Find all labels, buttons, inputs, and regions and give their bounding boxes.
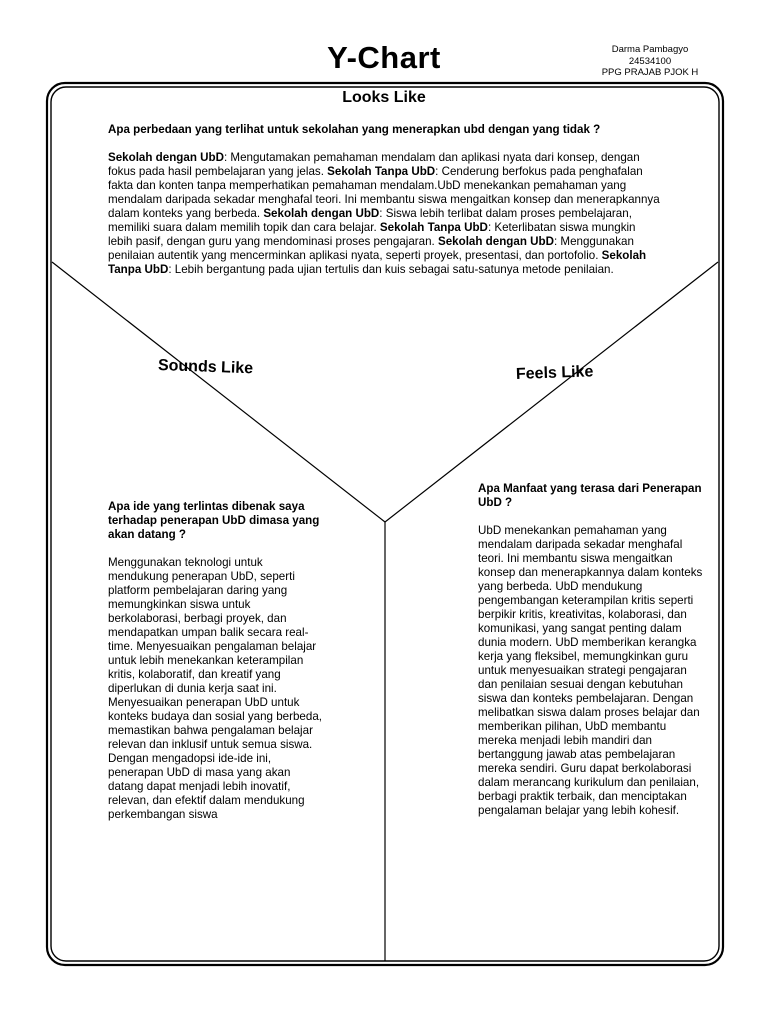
looks-label: Sekolah dengan UbD — [438, 235, 554, 248]
author-id: 24534100 — [628, 55, 672, 67]
sounds-like-body: Menggunakan teknologi untuk mendukung penerapan UbD, seperti platform pembelajaran daring yang memungkinkan siswa untuk berkolaborasi, berbagi proyek, dan mendapatkan umpan balik secara real-time. Menyesuaikan pengalaman belajar untuk lebih menekankan keterampilan kritis, kolaboratif, dan kreatif yang diperlukan di dunia kerja saat ini. Menyesuaikan penerapan UbD untuk konteks budaya dan sosial yang berbeda, memastikan bahwa pengalaman belajar relevan dan inklusif untuk semua siswa. Dengan mengadopsi ide-ide ini, penerapan UbD di masa yang akan datang dapat menjadi lebih inovatif, relevan, dan efektif dalam mendukung perkembangan siswa — [108, 556, 322, 821]
looks-like-body — [108, 151, 660, 277]
looks-text: : Keterlibatan siswa mungkin lebih pasif, dengan guru yang mendominasi proses pengajaran. — [108, 221, 636, 248]
author-class: PPG PRAJAB PJOK H — [601, 67, 699, 78]
sounds-like-section — [108, 500, 322, 822]
sounds-like-heading: Sounds Like — [157, 357, 254, 378]
looks-text: : Mengutamakan pemahaman mendalam dan aplikasi nyata dari konsep, dengan fokus pada hasil pembelajaran yang jelas. — [108, 151, 640, 178]
looks-text: : Menggunakan penilaian autentik yang mencerminkan aplikasi nyata, seperti proyek, presentasi, dan portofolio. — [108, 235, 634, 262]
looks-label: Sekolah Tanpa UbD — [379, 221, 488, 234]
looks-like-section — [108, 123, 660, 277]
feels-like-body: UbD menekankan pemahaman yang mendalam daripada sekadar menghafal teori. Ini membantu siswa mengaitkan konsep dan menerapkannya dalam konteks yang berbeda. UbD mendukung pengembangan keterampilan kritis seperti berpikir kritis, kreativitas, kolaborasi, dan komunikasi, yang sangat penting dalam dunia modern. UbD memberikan kerangka kerja yang fleksibel, memungkinkan guru untuk menyesuaikan strategi pengajaran dan penilaian sesuai dengan kebutuhan siswa dan konteks pembelajaran. Dengan melibatkan siswa dalam proses belajar dan memberikan pilihan, UbD membantu mereka menjadi lebih mandiri dan bertanggung jawab atas pembelajaran mereka sendiri. Guru dapat berkolaborasi dalam merancang kurikulum dan penilaian, berbagi praktik terbaik, dan menciptakan pengalaman belajar yang lebih kohesif. — [478, 524, 703, 817]
page-title: Y-Chart — [327, 40, 441, 75]
author-name: Darma Pambagyo — [611, 44, 689, 55]
feels-like-question: Apa Manfaat yang terasa dari Penerapan UbD ? — [478, 482, 702, 509]
looks-text: : Siswa lebih terlibat dalam proses pembelajaran, memiliki suara dalam memilih topik dan cara belajar. — [108, 207, 632, 234]
looks-label: Sekolah Tanpa UbD — [327, 165, 436, 178]
looks-label: Sekolah dengan UbD — [108, 151, 224, 164]
y-line-left — [52, 262, 385, 522]
sounds-like-question: Apa ide yang terlintas dibenak saya terhadap penerapan UbD dimasa yang akan datang ? — [108, 500, 320, 541]
looks-text: : Lebih bergantung pada ujian tertulis dan kuis sebagai satu-satunya metode penilaian. — [168, 263, 614, 276]
looks-like-question: Apa perbedaan yang terlihat untuk sekolahan yang menerapkan ubd dengan yang tidak ? — [108, 123, 601, 136]
looks-label: Sekolah dengan UbD — [263, 207, 380, 220]
looks-label: Sekolah Tanpa UbD — [108, 249, 647, 276]
looks-like-heading: Looks Like — [342, 89, 426, 106]
feels-like-section — [478, 482, 708, 818]
looks-text: : Cenderung berfokus pada penghafalan fakta dan konten tanpa memperhatikan pemahaman mendalam.UbD menekankan pemahaman yang mendalam daripada sekadar menghafal teori. Ini membantu siswa mengaitkan konsep dan menerapkannya dalam konteks yang berbeda. — [108, 165, 660, 220]
feels-like-heading: Feels Like — [515, 363, 594, 383]
